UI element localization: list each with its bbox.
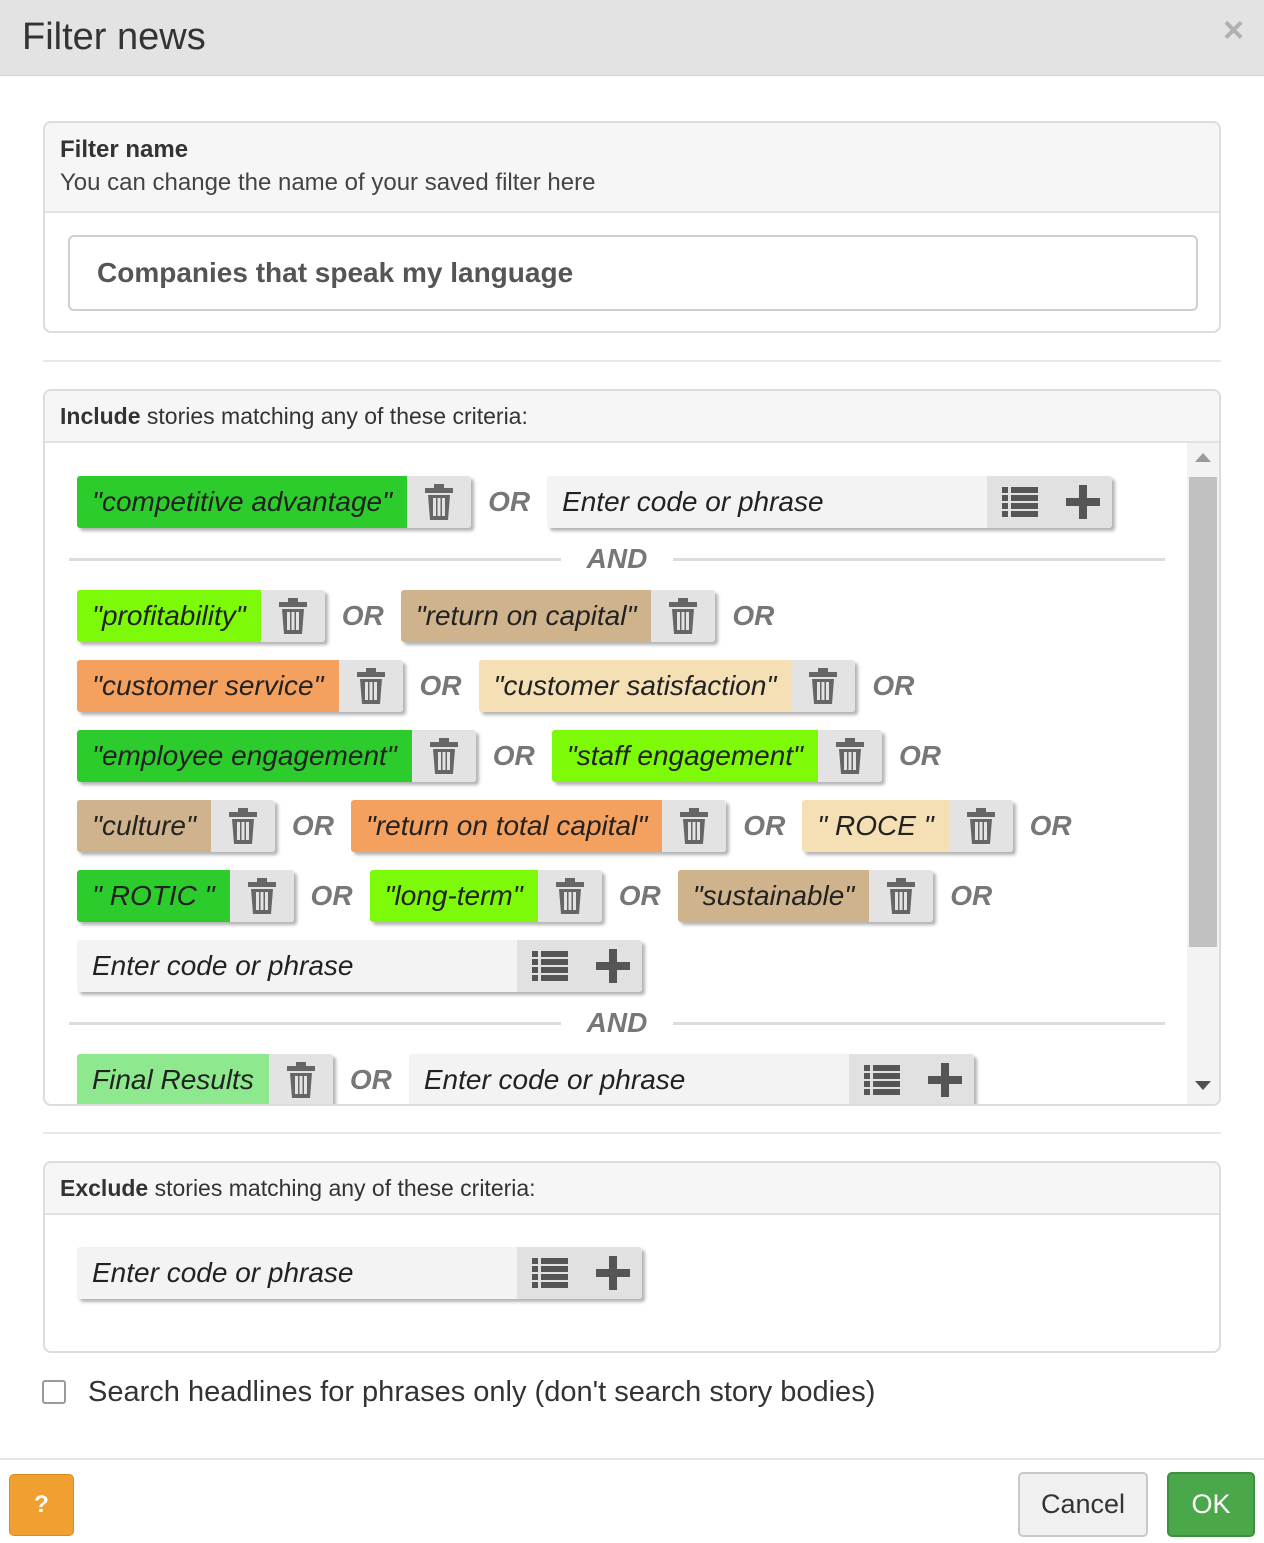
- criteria-tag: [77, 800, 275, 852]
- filter-name-panel: [43, 121, 1221, 333]
- trash-icon: [555, 878, 585, 914]
- criteria-tag: [552, 730, 882, 782]
- tag-label: "long-term": [370, 870, 538, 922]
- headlines-only-option: [42, 1374, 875, 1410]
- phrase-entry: [77, 940, 642, 992]
- or-label: OR: [950, 880, 993, 911]
- scroll-down-arrow-icon[interactable]: [1195, 1081, 1211, 1090]
- list-icon[interactable]: [532, 1256, 568, 1290]
- criteria-tag: [401, 590, 716, 642]
- include-header: [45, 391, 1219, 443]
- and-label: AND: [586, 543, 648, 574]
- include-heading-bold: Include: [60, 403, 141, 429]
- plus-icon[interactable]: [596, 949, 630, 983]
- tag-label: "sustainable": [678, 870, 870, 922]
- scroll-thumb[interactable]: [1189, 477, 1217, 947]
- criteria-row: [77, 730, 958, 782]
- and-label: AND: [586, 1007, 648, 1038]
- or-label: OR: [492, 740, 535, 771]
- list-icon[interactable]: [864, 1063, 900, 1097]
- list-icon[interactable]: [1002, 485, 1038, 519]
- include-panel: [43, 389, 1221, 1106]
- filter-name-header: [45, 123, 1219, 213]
- or-label: OR: [488, 486, 531, 517]
- divider: [43, 1132, 1221, 1134]
- trash-icon: [886, 878, 916, 914]
- plus-icon[interactable]: [928, 1063, 962, 1097]
- phrase-input[interactable]: Enter code or phrase: [547, 476, 987, 528]
- trash-icon: [808, 668, 838, 704]
- delete-tag-button[interactable]: [339, 660, 403, 712]
- tag-label: "return on total capital": [351, 800, 662, 852]
- criteria-tag: [351, 800, 726, 852]
- phrase-entry: [547, 476, 1112, 528]
- phrase-input[interactable]: Enter code or phrase: [77, 1247, 517, 1299]
- criteria-tag: [77, 590, 325, 642]
- criteria-row: [77, 1247, 642, 1299]
- tag-label: "competitive advantage": [77, 476, 407, 528]
- or-label: OR: [732, 600, 775, 631]
- tag-label: Final Results: [77, 1054, 269, 1104]
- criteria-tag: [77, 870, 294, 922]
- delete-tag-button[interactable]: [818, 730, 882, 782]
- criteria-tag: [77, 476, 471, 528]
- or-label: OR: [341, 600, 384, 631]
- exclude-heading-bold: Exclude: [60, 1175, 149, 1201]
- phrase-input[interactable]: Enter code or phrase: [77, 940, 517, 992]
- dialog-titlebar: [0, 0, 1264, 76]
- scroll-up-arrow-icon[interactable]: [1195, 453, 1211, 462]
- phrase-entry-buttons: [517, 940, 642, 992]
- trash-icon: [424, 484, 454, 520]
- delete-tag-button[interactable]: [791, 660, 855, 712]
- include-criteria-list[interactable]: [45, 443, 1219, 1104]
- criteria-tag: [802, 800, 1012, 852]
- tag-label: " ROTIC ": [77, 870, 230, 922]
- criteria-row: [77, 800, 1089, 852]
- delete-tag-button[interactable]: [662, 800, 726, 852]
- or-label: OR: [743, 810, 786, 841]
- criteria-tag: [77, 1054, 333, 1104]
- tag-label: "staff engagement": [552, 730, 818, 782]
- phrase-entry-buttons: [517, 1247, 642, 1299]
- filter-name-subheading: You can change the name of your saved filter here: [60, 169, 596, 196]
- phrase-entry-buttons: [987, 476, 1112, 528]
- criteria-row: [77, 590, 791, 642]
- phrase-entry-buttons: [849, 1054, 974, 1104]
- trash-icon: [668, 598, 698, 634]
- close-icon[interactable]: ×: [1222, 9, 1244, 50]
- exclude-panel: [43, 1161, 1221, 1353]
- tag-label: " ROCE ": [802, 800, 948, 852]
- trash-icon: [247, 878, 277, 914]
- plus-icon[interactable]: [1066, 485, 1100, 519]
- exclude-header: [45, 1163, 1219, 1215]
- delete-tag-button[interactable]: [651, 590, 715, 642]
- or-label: OR: [310, 880, 353, 911]
- trash-icon: [356, 668, 386, 704]
- criteria-tag: [678, 870, 934, 922]
- phrase-entry: [77, 1247, 642, 1299]
- ok-button[interactable]: OK: [1167, 1472, 1255, 1537]
- criteria-tag: [77, 660, 403, 712]
- criteria-row: [77, 940, 642, 992]
- criteria-tag: [77, 730, 476, 782]
- or-label: OR: [419, 670, 462, 701]
- phrase-entry: [409, 1054, 974, 1104]
- tag-label: "customer service": [77, 660, 339, 712]
- phrase-input[interactable]: Enter code or phrase: [409, 1054, 849, 1104]
- and-separator: [69, 1005, 1165, 1041]
- delete-tag-button[interactable]: [538, 870, 602, 922]
- headlines-only-label[interactable]: Search headlines for phrases only (don't search story bodies): [88, 1375, 876, 1408]
- filter-name-heading: Filter name: [60, 136, 189, 163]
- list-icon[interactable]: [532, 949, 568, 983]
- include-heading-rest: stories matching any of these criteria:: [140, 403, 528, 429]
- trash-icon: [835, 738, 865, 774]
- delete-tag-button[interactable]: [949, 800, 1013, 852]
- tag-label: "profitability": [77, 590, 261, 642]
- trash-icon: [429, 738, 459, 774]
- or-label: OR: [899, 740, 941, 771]
- delete-tag-button[interactable]: [869, 870, 933, 922]
- criteria-row: [77, 476, 1112, 528]
- exclude-heading-rest: stories matching any of these criteria:: [148, 1175, 536, 1201]
- trash-icon: [278, 598, 308, 634]
- trash-icon: [228, 808, 258, 844]
- criteria-row: [77, 660, 931, 712]
- divider: [43, 360, 1221, 362]
- delete-tag-button[interactable]: [261, 590, 325, 642]
- criteria-tag: [370, 870, 602, 922]
- filter-name-input[interactable]: [68, 235, 1198, 311]
- delete-tag-button[interactable]: [269, 1054, 333, 1104]
- cancel-button[interactable]: Cancel: [1018, 1472, 1148, 1537]
- delete-tag-button[interactable]: [412, 730, 476, 782]
- tag-label: "customer satisfaction": [479, 660, 792, 712]
- trash-icon: [966, 808, 996, 844]
- tag-label: "employee engagement": [77, 730, 412, 782]
- scrollbar[interactable]: [1187, 443, 1219, 1104]
- dialog-footer: [0, 1458, 1264, 1543]
- tag-label: "culture": [77, 800, 211, 852]
- headlines-only-checkbox[interactable]: [42, 1380, 66, 1404]
- plus-icon[interactable]: [596, 1256, 630, 1290]
- or-label: OR: [618, 880, 661, 911]
- criteria-row: [77, 1054, 974, 1104]
- delete-tag-button[interactable]: [211, 800, 275, 852]
- delete-tag-button[interactable]: [230, 870, 294, 922]
- criteria-tag: [479, 660, 856, 712]
- criteria-row: [77, 870, 1009, 922]
- and-separator: [69, 541, 1165, 577]
- help-button[interactable]: ?: [9, 1474, 74, 1536]
- or-label: OR: [291, 810, 334, 841]
- tag-label: "return on capital": [401, 590, 652, 642]
- dialog-title: Filter news: [22, 16, 206, 58]
- trash-icon: [286, 1062, 316, 1098]
- delete-tag-button[interactable]: [407, 476, 471, 528]
- or-label: OR: [872, 670, 915, 701]
- or-label: OR: [349, 1064, 392, 1095]
- or-label: OR: [1029, 810, 1072, 841]
- trash-icon: [679, 808, 709, 844]
